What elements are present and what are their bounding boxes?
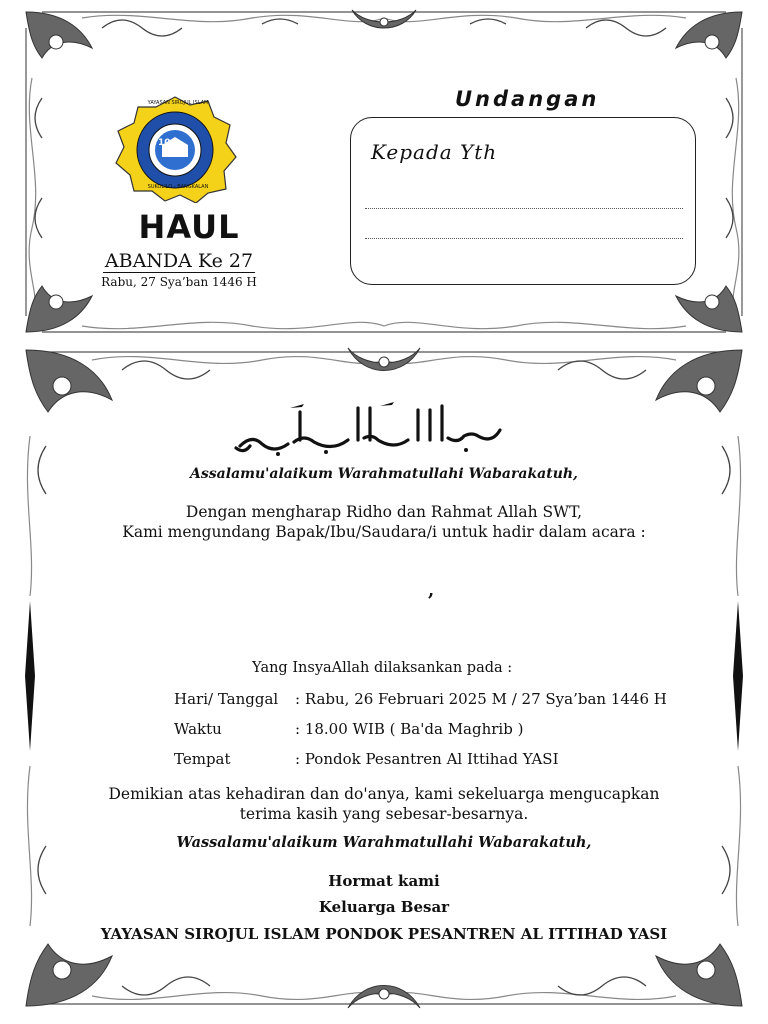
svg-text:10: 10 xyxy=(158,138,171,148)
closing-line-2: terima kasih yang sebesar-besarnya. xyxy=(239,805,529,823)
recipient-address-box xyxy=(350,117,696,285)
event-hijri-date: Rabu, 27 Sya’ban 1446 H xyxy=(101,275,257,289)
detail-value: : Rabu, 26 Februari 2025 M / 27 Sya’ban 1446 H xyxy=(295,690,667,708)
logo-text-top: YAYASAN SIROJUL ISLAM xyxy=(147,100,209,106)
intro-line-1: Dengan mengharap Ridho dan Rahmat Allah SWT, xyxy=(185,503,583,521)
detail-value: : Pondok Pesantren Al Ittihad YASI xyxy=(295,750,559,768)
sign-organization: YAYASAN SIROJUL ISLAM PONDOK PESANTREN AL ITTIHAD YASI xyxy=(100,925,668,943)
detail-label: Waktu xyxy=(174,720,222,738)
closing-greeting: Wassalamu'alaikum Warahmatullahi Wabarakatuh, xyxy=(176,834,592,851)
blank-name-mark: , xyxy=(428,580,435,601)
sign-family: Keluarga Besar xyxy=(318,898,450,916)
event-subtitle xyxy=(86,250,272,272)
detail-label: Hari/ Tanggal xyxy=(174,690,279,708)
closing-line-1: Demikian atas kehadiran dan do'anya, kami sekeluarga mengucapkan xyxy=(108,785,660,803)
detail-label: Tempat xyxy=(174,750,231,768)
recipient-label: Kepada Yth xyxy=(371,140,498,164)
intro-line-2: Kami mengundang Bapak/Ibu/Saudara/i untuk hadir dalam acara : xyxy=(122,523,646,541)
event-title: HAUL xyxy=(138,208,240,246)
basmalah-calligraphy xyxy=(230,400,510,458)
address-line xyxy=(365,208,683,209)
address-line xyxy=(365,238,683,239)
event-subtitle-text: ABANDA Ke 27 xyxy=(104,250,254,272)
logo-text-bottom: SUKOLILO - BANGKALAN xyxy=(147,184,209,190)
schedule-intro: Yang InsyaAllah dilaksankan pada : xyxy=(252,660,513,676)
detail-value: : 18.00 WIB ( Ba'da Maghrib ) xyxy=(295,720,524,738)
sign-off: Hormat kami xyxy=(328,872,440,890)
opening-greeting: Assalamu'alaikum Warahmatullahi Wabarakatuh, xyxy=(190,466,578,482)
invitation-heading: Undangan xyxy=(455,87,600,111)
